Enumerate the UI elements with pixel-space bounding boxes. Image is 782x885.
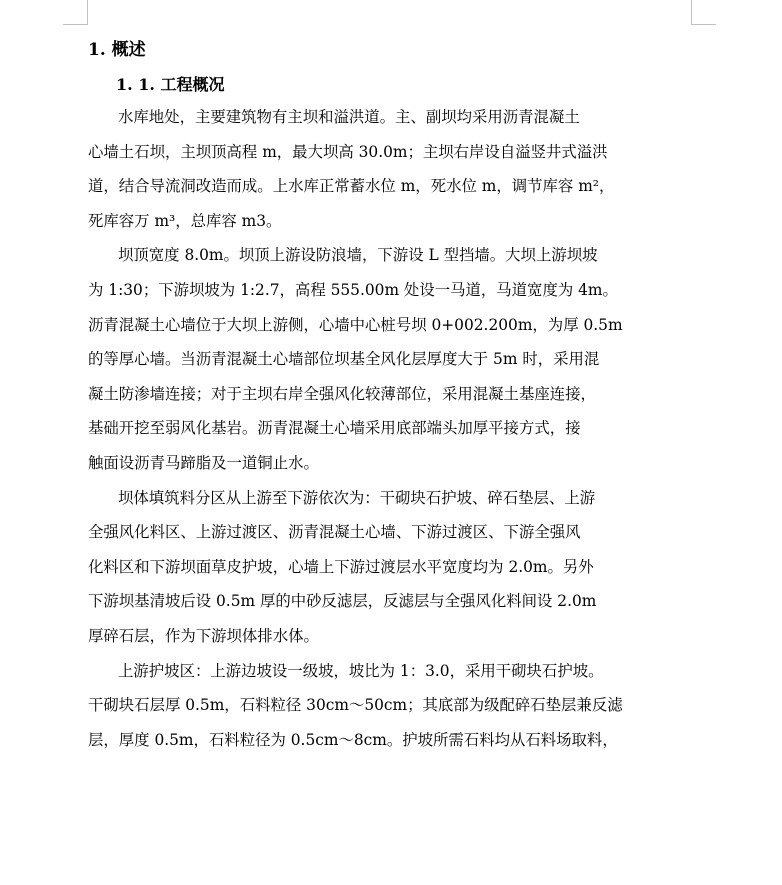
text-line: 化料区和下游坝面草皮护坡，心墙上下游过渡层水平宽度均为 2.0m。另外 — [88, 557, 594, 576]
text-line: 心墙土石坝，主坝顶高程 m，最大坝高 30.0m；主坝右岸设自溢竖井式溢洪 — [88, 142, 608, 161]
document-body — [88, 105, 692, 762]
text-line: 死库容万 m³，总库容 m3。 — [88, 211, 282, 230]
text-line: 坝顶宽度 8.0m。坝顶上游设防浪墙，下游设 L 型挡墙。大坝上游坝坡 — [118, 246, 598, 265]
text-line: 基础开挖至弱风化基岩。沥青混凝土心墙采用底部端头加厚平接方式，接 — [88, 419, 581, 438]
paragraph-upstream-slope — [88, 659, 692, 763]
text-line: 凝土防渗墙连接；对于主坝右岸全强风化较薄部位，采用混凝土基座连接， — [88, 384, 596, 403]
text-line: 道，结合导流洞改造而成。上水库正常蓄水位 m，死水位 m，调节库容 m²， — [88, 177, 615, 196]
text-line: 沥青混凝土心墙位于大坝上游侧，心墙中心桩号坝 0+002.200m，为厚 0.5m — [88, 315, 623, 334]
text-line: 干砌块石层厚 0.5m，石料粒径 30cm～50cm；其底部为级配碎石垫层兼反滤 — [88, 696, 623, 715]
text-line: 下游坝基清坡后设 0.5m 厚的中砂反滤层，反滤层与全强风化料间设 2.0m — [88, 592, 597, 611]
text-line: 坝体填筑料分区从上游至下游依次为：干砌块石护坡、碎石垫层、上游 — [118, 488, 596, 507]
text-line: 厚碎石层，作为下游坝体排水体。 — [88, 626, 319, 645]
paragraph-overview — [88, 105, 692, 243]
paragraph-dam-crest — [88, 243, 692, 485]
text-line: 层，厚度 0.5m，石料粒径为 0.5cm～8cm。护坡所需石料均从石料场取料， — [88, 730, 618, 749]
page-corner-mark-top-left — [63, 0, 88, 25]
subsection-heading: 1. 1. 工程概况 — [116, 75, 225, 94]
page-corner-mark-top-right — [691, 0, 716, 25]
section-heading: 1. 概述 — [88, 40, 146, 60]
text-line: 全强风化料区、上游过渡区、沥青混凝土心墙、下游过渡区、下游全强风 — [88, 523, 581, 542]
paragraph-fill-zoning — [88, 486, 692, 659]
text-line: 的等厚心墙。当沥青混凝土心墙部位坝基全风化层厚度大于 5m 时，采用混 — [88, 350, 600, 369]
text-line: 上游护坡区：上游边坡设一级坡，坡比为 1：3.0，采用干砌块石护坡。 — [118, 661, 604, 680]
text-line: 水库地处，主要建筑物有主坝和溢洪道。主、副坝均采用沥青混凝土 — [118, 108, 580, 126]
text-line: 为 1:30；下游坝坡为 1:2.7，高程 555.00m 处设一马道，马道宽度为 4m。 — [88, 280, 618, 299]
text-line: 触面设沥青马蹄脂及一道铜止水。 — [88, 453, 319, 472]
